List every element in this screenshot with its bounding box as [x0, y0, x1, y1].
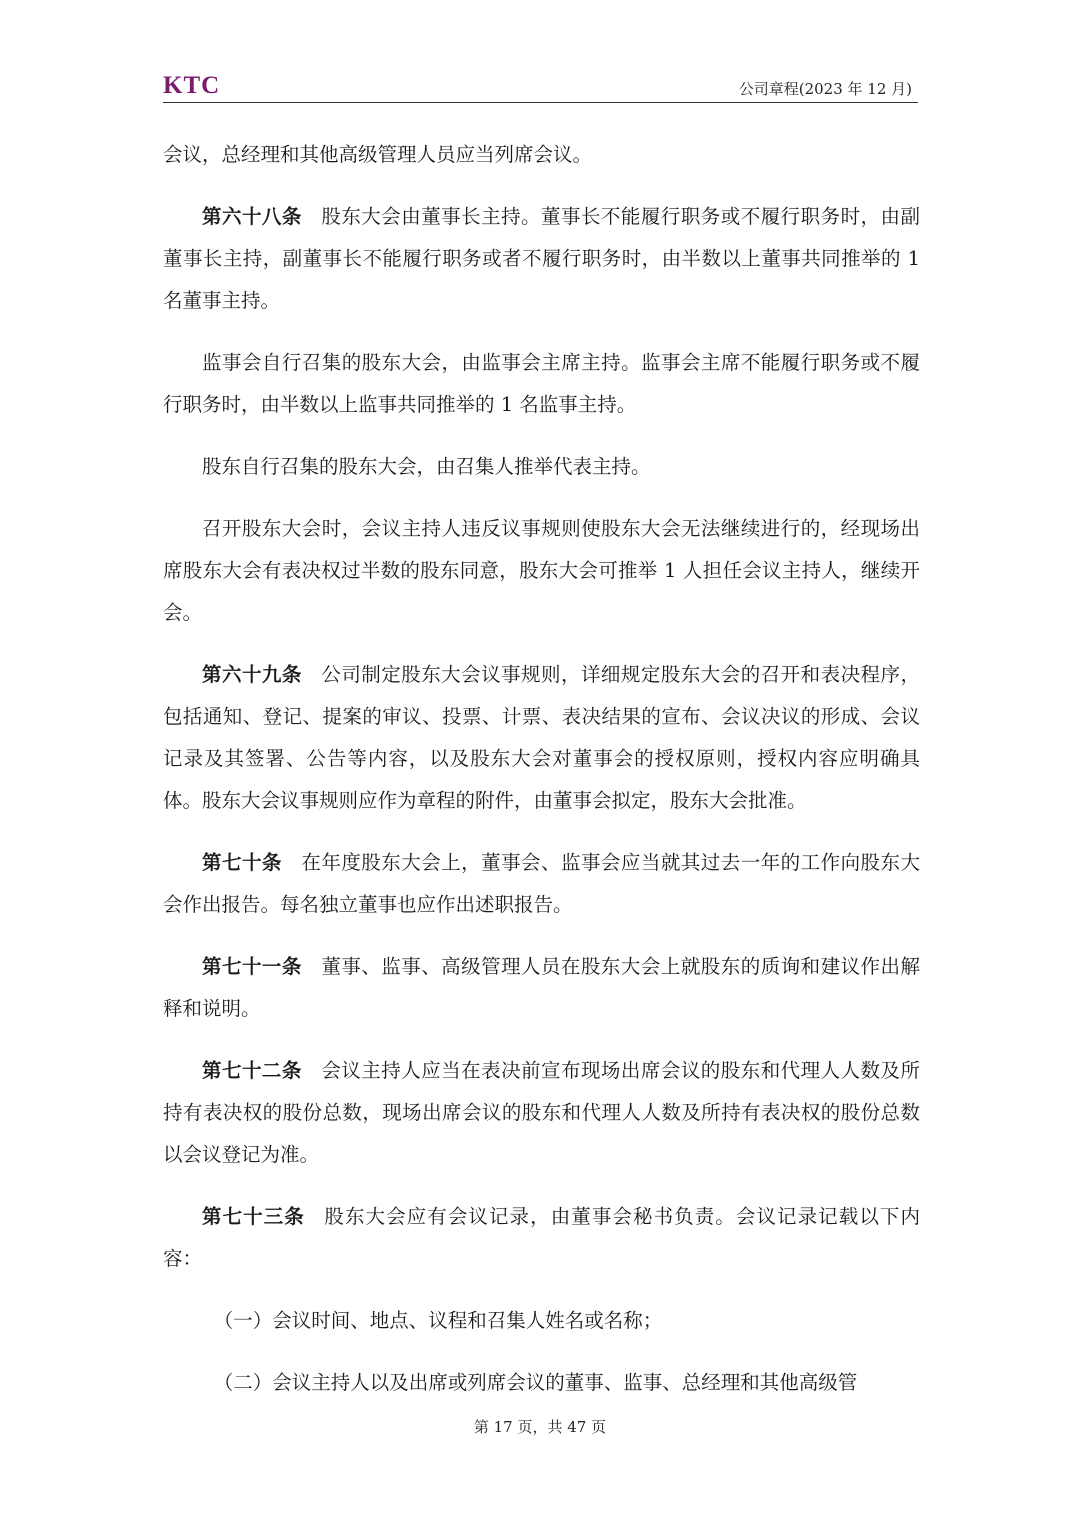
paragraph-text: 在年度股东大会上，董事会、监事会应当就其过去一年的工作向股东大会作出报告。每名独立董事也应作出述职报告。: [163, 851, 920, 916]
document-body: [163, 134, 920, 1424]
article-68: [163, 196, 920, 322]
page-footer: [0, 1416, 1080, 1437]
paragraph: [163, 508, 920, 634]
article-number: 第七十一条: [202, 955, 302, 978]
article-71: [163, 946, 920, 1030]
article-number: 第七十条: [202, 851, 282, 874]
list-item-text: （二）会议主持人以及出席或列席会议的董事、监事、总经理和其他高级管: [213, 1371, 858, 1394]
paragraph-text: 召开股东大会时，会议主持人违反议事规则使股东大会无法继续进行的，经现场出席股东大会有表决权过半数的股东同意，股东大会可推举 1 人担任会议主持人，继续开会。: [163, 517, 920, 624]
article-72: [163, 1050, 920, 1176]
list-item-text: （一）会议时间、地点、议程和召集人姓名或名称；: [213, 1309, 663, 1332]
article-number: 第七十三条: [202, 1205, 305, 1228]
company-logo: KTC: [163, 72, 221, 99]
paragraph-text: 股东大会由董事长主持。董事长不能履行职务或不履行职务时，由副董事长主持，副董事长不能履行职务或者不履行职务时，由半数以上董事共同推举的 1 名董事主持。: [163, 205, 920, 312]
list-item: [163, 1362, 920, 1404]
paragraph-text: 监事会自行召集的股东大会，由监事会主席主持。监事会主席不能履行职务或不履行职务时，由半数以上监事共同推举的 1 名监事主持。: [163, 351, 920, 416]
paragraph: [163, 134, 920, 176]
paragraph: [163, 446, 920, 488]
paragraph-text: 股东大会应有会议记录，由董事会秘书负责。会议记录记载以下内容：: [163, 1205, 920, 1270]
list-item: [163, 1300, 920, 1342]
article-number: 第六十九条: [202, 663, 302, 686]
article-70: [163, 842, 920, 926]
paragraph: [163, 342, 920, 426]
document-title: 公司章程(2023 年 12 月): [738, 80, 912, 98]
paragraph-text: 会议，总经理和其他高级管理人员应当列席会议。: [163, 143, 593, 166]
article-73: [163, 1196, 920, 1280]
article-69: [163, 654, 920, 822]
article-number: 第六十八条: [202, 205, 302, 228]
page-number: 第 17 页，共 47 页: [473, 1418, 607, 1436]
article-number: 第七十二条: [202, 1059, 302, 1082]
paragraph-text: 董事、监事、高级管理人员在股东大会上就股东的质询和建议作出解释和说明。: [163, 955, 920, 1020]
paragraph-text: 股东自行召集的股东大会，由召集人推举代表主持。: [202, 455, 651, 478]
paragraph-text: 会议主持人应当在表决前宣布现场出席会议的股东和代理人人数及所持有表决权的股份总数，现场出席会议的股东和代理人人数及所持有表决权的股份总数以会议登记为准。: [163, 1059, 920, 1166]
page-header: [163, 70, 918, 103]
paragraph-text: 公司制定股东大会议事规则，详细规定股东大会的召开和表决程序，包括通知、登记、提案的审议、投票、计票、表决结果的宣布、会议决议的形成、会议记录及其签署、公告等内容，以及股东大会对董事会的授权原则，授权内容应明确具体。股东大会议事规则应作为章程的附件，由董事会拟定，股东大会批准。: [163, 663, 920, 812]
